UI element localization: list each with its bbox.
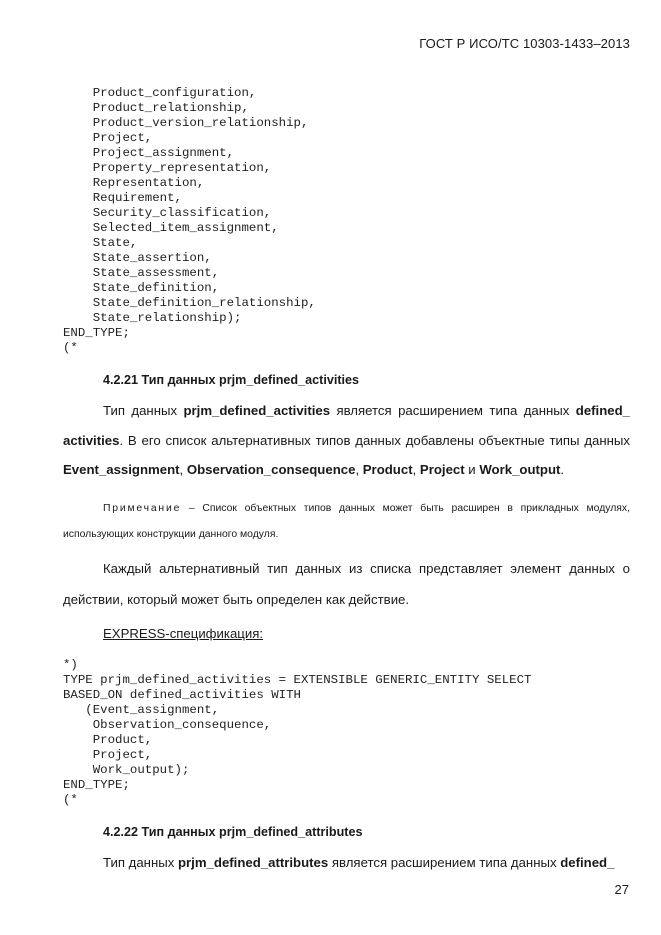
code-line: Representation, — [63, 176, 205, 190]
code-line: Work_output); — [63, 763, 190, 777]
note-block — [63, 496, 630, 548]
text-run: является расширением типа данных — [328, 855, 561, 870]
code-line: Requirement, — [63, 191, 182, 205]
type-name: Event_assignment — [63, 462, 180, 477]
code-line: Product_configuration, — [63, 86, 257, 100]
document-header: ГОСТ Р ИСО/ТС 10303-1433–2013 — [419, 36, 630, 51]
text-run: , — [355, 462, 363, 477]
code-line: Project, — [63, 131, 153, 145]
code-line: State_assertion, — [63, 251, 212, 265]
code-line: Selected_item_assignment, — [63, 221, 279, 235]
note-label: Примечание — [103, 503, 182, 514]
code-line: (* — [63, 793, 78, 807]
code-line: Product_relationship, — [63, 101, 249, 115]
type-name: Observation_consequence — [186, 462, 356, 477]
paragraph-type-description-4-2-22 — [63, 848, 630, 878]
code-line: TYPE prjm_defined_activities = EXTENSIBLE GENERIC_ENTITY SELECT — [63, 673, 532, 687]
text-run: , — [412, 462, 420, 477]
code-line: State_assessment, — [63, 266, 220, 280]
text-run: является расширением типа данных — [330, 403, 576, 418]
code-line: Project, — [63, 748, 153, 762]
text-run: Тип данных — [103, 855, 178, 870]
code-line: (Event_assignment, — [63, 703, 220, 717]
text-run: Тип данных — [103, 403, 184, 418]
text-run: и — [464, 462, 480, 477]
paragraph-type-description — [63, 396, 630, 485]
code-line: Observation_consequence, — [63, 718, 272, 732]
type-name: defined_ — [560, 855, 615, 870]
code-line: State_definition, — [63, 281, 220, 295]
code-line: Project_assignment, — [63, 146, 235, 160]
type-name: Work_output — [479, 462, 561, 477]
code-line: Security_classification, — [63, 206, 272, 220]
type-name: Product — [362, 462, 413, 477]
code-line: BASED_ON defined_activities WITH — [63, 688, 301, 702]
paragraph-alternatives — [63, 553, 630, 615]
code-line: *) — [63, 658, 78, 672]
note-dash: – — [181, 503, 203, 514]
code-line: Product, — [63, 733, 153, 747]
type-name: prjm_defined_activities — [183, 403, 331, 418]
code-line: State_relationship); — [63, 311, 242, 325]
express-spec-label: EXPRESS-спецификация: — [103, 626, 264, 641]
note-text: Список объектных типов данных может быть расширен в прикладных модулях, использующих конструкции данного модуля. — [63, 503, 630, 540]
page-number: 27 — [614, 882, 629, 897]
section-heading-4-2-21: 4.2.21 Тип данных prjm_defined_activities — [103, 373, 360, 387]
text-run: , — [179, 462, 187, 477]
text-run: . В его список альтернативных типов данных добавлены объектные типы данных — [119, 432, 630, 448]
text-run: . — [560, 462, 565, 477]
code-line: State, — [63, 236, 138, 250]
type-name: prjm_defined_attributes — [177, 855, 329, 870]
code-line: State_definition_relationship, — [63, 296, 316, 310]
section-heading-4-2-22: 4.2.22 Тип данных prjm_defined_attributes — [103, 825, 363, 839]
type-name: Project — [419, 462, 465, 477]
code-line: END_TYPE; — [63, 326, 130, 340]
code-line: END_TYPE; — [63, 778, 130, 792]
code-line: Property_representation, — [63, 161, 272, 175]
paragraph-text: Каждый альтернативный тип данных из списка представляет элемент данных о действии, который может быть определен как действие. — [63, 561, 630, 607]
code-line: (* — [63, 341, 78, 355]
type-name: defined_ activities — [63, 403, 630, 448]
code-line: Product_version_relationship, — [63, 116, 309, 130]
